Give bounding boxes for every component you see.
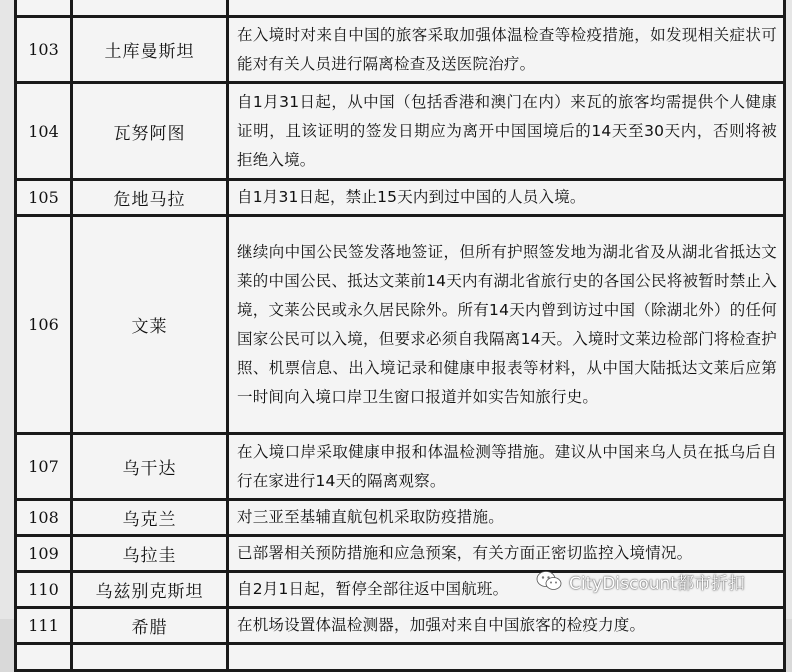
country-name: 希腊 — [72, 608, 228, 644]
table-row — [16, 608, 785, 644]
country-name: 危地马拉 — [72, 180, 228, 216]
row-number: 108 — [16, 500, 72, 536]
country-name: 土库曼斯坦 — [72, 17, 228, 83]
table-row — [16, 500, 785, 536]
country-name: 瓦努阿图 — [72, 83, 228, 180]
table-row — [16, 180, 785, 216]
row-number: 109 — [16, 536, 72, 572]
table-row — [16, 434, 785, 500]
table-row — [16, 216, 785, 434]
measure-text: 在入境时对来自中国的旅客采取加强体温检查等检疫措施，如发现相关症状可能对有关人员进行隔离检查及送医院治疗。 — [228, 17, 785, 83]
row-number: 106 — [16, 216, 72, 434]
table-row — [16, 83, 785, 180]
country-name: 乌克兰 — [72, 500, 228, 536]
table-row-partial-bottom — [16, 644, 785, 671]
wechat-icon — [535, 569, 563, 593]
row-number: 105 — [16, 180, 72, 216]
row-number: 111 — [16, 608, 72, 644]
measure-text: 自2月1日起，暂停全部往返中国航班。 — [228, 572, 785, 608]
row-number: 110 — [16, 572, 72, 608]
row-number: 104 — [16, 83, 72, 180]
country-name: 乌兹别克斯坦 — [72, 572, 228, 608]
measure-text: 在机场设置体温检测器，加强对来自中国旅客的检疫力度。 — [228, 608, 785, 644]
watermark — [535, 566, 745, 596]
table-row-partial-top — [16, 0, 785, 17]
row-number: 103 — [16, 17, 72, 83]
measure-text: 继续向中国公民签发落地签证，但所有护照签发地为湖北省及从湖北省抵达文莱的中国公民、抵达文莱前14天内有湖北省旅行史的各国公民将被暂时禁止入境，文莱公民或永久居民除外。所有14天内曾到访过中国（除湖北外）的任何国家公民可以入境，但要求必须自我隔离14天。入境时文莱边检部门将检查护照、机票信息、出入境记录和健康申报表等材料，从中国大陆抵达文莱后应第一时间向入境口岸卫生窗口报道并如实告知旅行史。 — [228, 216, 785, 434]
country-name: 乌干达 — [72, 434, 228, 500]
watermark-text: CityDiscount都市折扣 — [569, 573, 745, 594]
measure-text: 在入境口岸采取健康申报和体温检测等措施。建议从中国来乌人员在抵乌后自行在家进行14天的隔离观察。 — [228, 434, 785, 500]
measure-text: 已部署相关预防措施和应急预案，有关方面正密切监控入境情况。 — [228, 536, 785, 572]
table-row — [16, 17, 785, 83]
measure-text: 自1月31日起，禁止15天内到过中国的人员入境。 — [228, 180, 785, 216]
measure-text: 自1月31日起，从中国（包括香港和澳门在内）来瓦的旅客均需提供个人健康证明，且该证明的签发日期应为离开中国国境后的14天至30天内，否则将被拒绝入境。 — [228, 83, 785, 180]
row-number: 107 — [16, 434, 72, 500]
country-name: 文莱 — [72, 216, 228, 434]
measure-text: 对三亚至基辅直航包机采取防疫措施。 — [228, 500, 785, 536]
country-name: 乌拉圭 — [72, 536, 228, 572]
